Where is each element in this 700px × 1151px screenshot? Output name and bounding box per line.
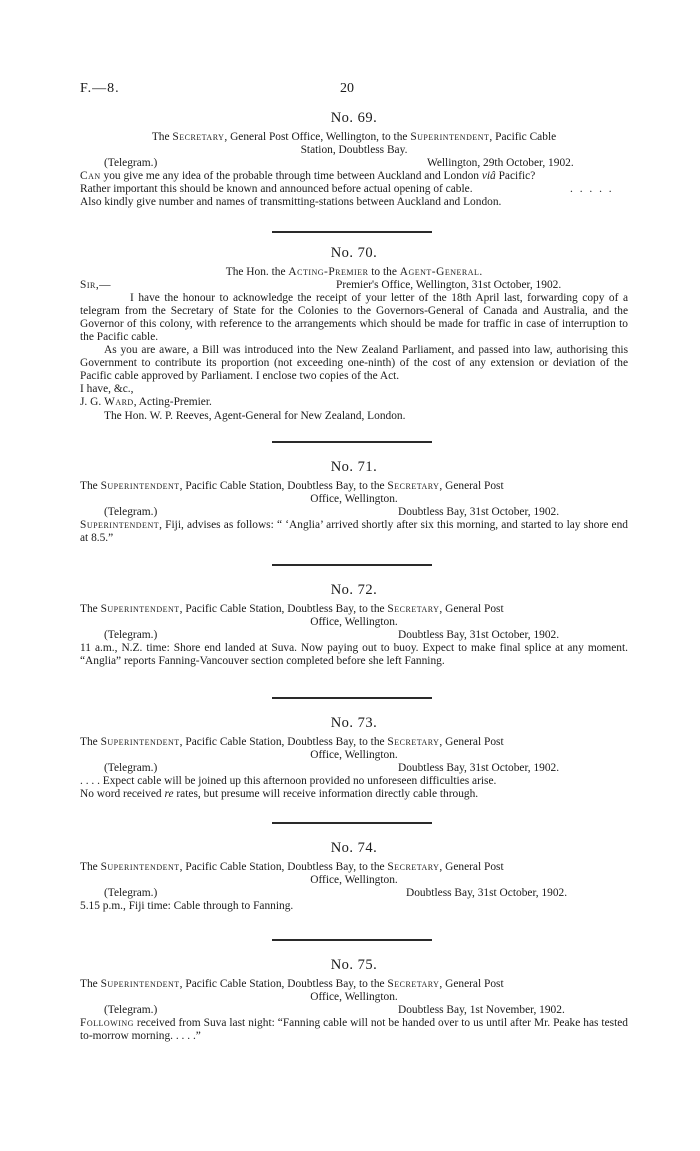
section-69 (80, 112, 628, 209)
closing-line (80, 383, 628, 396)
section-divider (272, 697, 432, 699)
telegram-label: (Telegram.) (104, 1004, 158, 1016)
telegram-label: (Telegram.) (104, 629, 158, 641)
telegram-line (80, 629, 628, 642)
telegram-label: (Telegram.) (104, 762, 158, 774)
section-divider (272, 441, 432, 443)
page-number: 20 (340, 81, 354, 96)
addressee: The Hon. W. P. Reeves, Agent-General for New Zealand, London. (104, 410, 406, 422)
section-number: No. 70. (330, 245, 378, 261)
telegram-line (80, 762, 628, 775)
page-reference: F.—8. (80, 81, 120, 96)
section-divider (272, 231, 432, 233)
section-heading: The Superintendent, Pacific Cable Station, Doubtless Bay, to the Secretary, General Post (80, 736, 504, 748)
section-heading-cont: Office, Wellington. (310, 493, 398, 505)
message-body: Following received from Suva last night: “Fanning cable will not be handed over to us until after Mr. Peake has tested to-morrow morning. . . . .” (80, 1017, 628, 1042)
section-heading: The Superintendent, Pacific Cable Station, Doubtless Bay, to the Secretary, General Post (80, 603, 504, 615)
section-divider (272, 564, 432, 566)
section-heading-cont: Office, Wellington. (310, 749, 398, 761)
dateline: Doubtless Bay, 1st November, 1902. (398, 1004, 565, 1016)
dateline: Doubtless Bay, 31st October, 1902. (406, 887, 568, 899)
telegram-line (80, 157, 628, 170)
dateline: Doubtless Bay, 31st October, 1902. (398, 629, 560, 641)
section-heading-cont: Station, Doubtless Bay. (300, 144, 408, 156)
section-heading: The Superintendent, Pacific Cable Station, Doubtless Bay, to the Secretary, General Post (80, 480, 504, 492)
letter-paragraph-2: As you are aware, a Bill was introduced into the New Zealand Parliament, and passed into law, authorising this Government to contribute its proportion (not exceeding one-ninth) of the cost of any extension or deviation of the Pacific cable approved by Parliament. I enclose two copies of the Act. (80, 344, 628, 382)
salutation: Sir,— (80, 279, 112, 291)
section-heading: The Superintendent, Pacific Cable Station, Doubtless Bay, to the Secretary, General Post (80, 861, 504, 873)
section-number: No. 75. (330, 957, 378, 973)
telegram-line (80, 1004, 628, 1017)
section-number: No. 69. (330, 110, 378, 126)
section-number: No. 74. (330, 840, 378, 856)
signature-line (80, 396, 628, 409)
section-number: No. 73. (330, 715, 378, 731)
telegram-label: (Telegram.) (104, 157, 158, 169)
dateline: Doubtless Bay, 31st October, 1902. (398, 506, 560, 518)
dateline: Premier's Office, Wellington, 31st October, 1902. (336, 279, 562, 291)
message-body: Can you give me any idea of the probable through time between Auckland and London viâ Pacific? Rather important this should be known and announced before actual opening of cable. . . . . . Also kindly give number and names of transmitting-stations between Auckland and London. (80, 170, 614, 208)
section-heading-cont: Office, Wellington. (310, 616, 398, 628)
section-heading-cont: Office, Wellington. (310, 874, 398, 886)
salutation-line (80, 279, 628, 292)
message-body: 5.15 p.m., Fiji time: Cable through to Fanning. (80, 900, 294, 912)
section-heading: The Superintendent, Pacific Cable Station, Doubtless Bay, to the Secretary, General Post (80, 978, 504, 990)
section-71 (80, 461, 628, 545)
message-body: . . . . Expect cable will be joined up this afternoon provided no unforeseen difficulties arise. No word received re rates, but presume will receive information directly cable through. (80, 775, 497, 800)
telegram-label: (Telegram.) (104, 506, 158, 518)
section-divider (272, 822, 432, 824)
telegram-line (80, 887, 628, 900)
section-70 (80, 247, 628, 423)
section-heading: The Hon. the Acting-Premier to the Agent-General. (225, 266, 483, 278)
closing: I have, &c., (80, 383, 134, 395)
message-body: 11 a.m., N.Z. time: Shore end landed at Suva. Now paying out to buoy. Expect to make final splice at any moment. “Anglia” reports Fanning-Vancouver section completed before she left Fanning. (80, 642, 628, 667)
section-75 (80, 959, 628, 1043)
dateline: Doubtless Bay, 31st October, 1902. (398, 762, 560, 774)
section-73 (80, 717, 628, 801)
section-heading: The Secretary, General Post Office, Wellington, to the Superintendent, Pacific Cable (151, 131, 557, 143)
letter-paragraph-1: I have the honour to acknowledge the receipt of your letter of the 18th April last, forwarding copy of a telegram from the Secretary of State for the Colonies to the Governors-General of Canada and Australia, and the Governor of this colony, with reference to the arrangements which should be made for traffic in case of interruption to the Pacific cable. (80, 292, 628, 343)
telegram-line (80, 506, 628, 519)
section-74 (80, 842, 628, 913)
section-72 (80, 584, 628, 668)
dateline: Wellington, 29th October, 1902. (427, 157, 574, 169)
section-number: No. 72. (330, 582, 378, 598)
signature: J. G. Ward, Acting-Premier. (80, 396, 212, 408)
section-divider (272, 939, 432, 941)
section-heading-cont: Office, Wellington. (310, 991, 398, 1003)
section-number: No. 71. (330, 459, 378, 475)
telegram-label: (Telegram.) (104, 887, 158, 899)
message-body: Superintendent, Fiji, advises as follows: “ ‘Anglia’ arrived shortly after six this morning, and started to lay shore end at 8.5.” (80, 519, 628, 544)
